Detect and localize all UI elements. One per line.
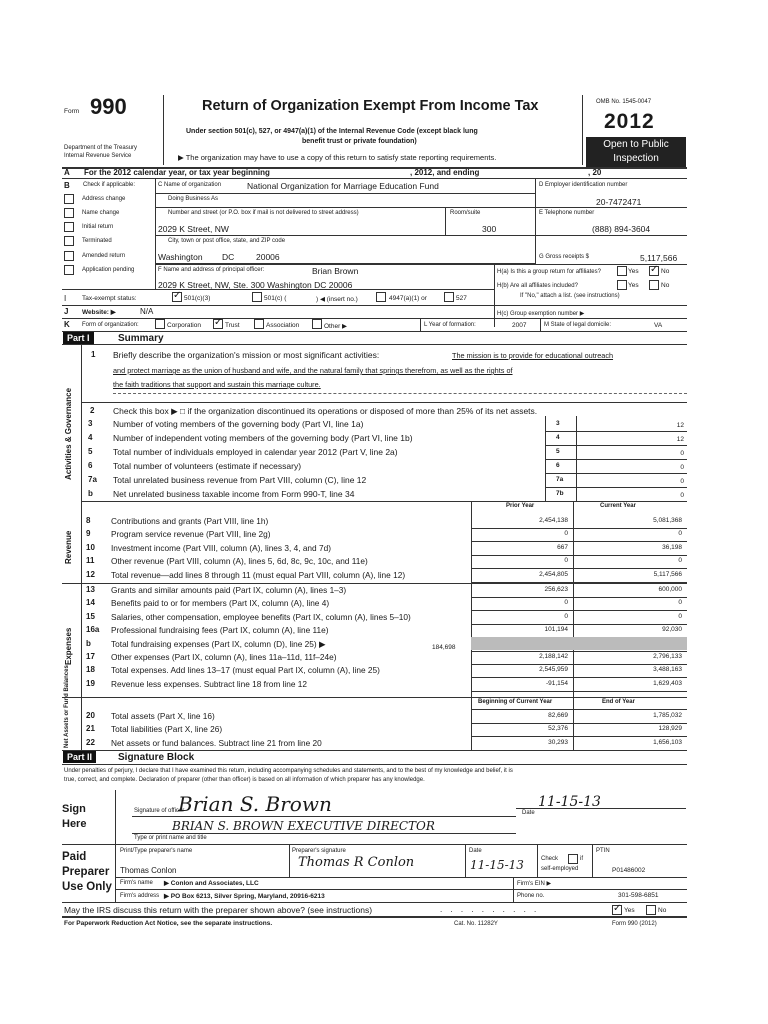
terminated-checkbox[interactable]: [64, 236, 74, 246]
form-subtitle-1: Under section 501(c), 527, or 4947(a)(1) of the Internal Revenue Code (except black lung: [186, 128, 478, 135]
trust-label: Trust: [225, 322, 240, 329]
part1-title: Summary: [118, 333, 164, 344]
side-activities-governance: Activities & Governance: [64, 387, 73, 480]
corporation-checkbox[interactable]: [155, 319, 165, 329]
fin-line-num: 14: [86, 598, 95, 607]
current-year-value: 1,656,103: [653, 739, 682, 746]
prior-year-value: 0: [564, 530, 568, 537]
dba-label: Doing Business As: [168, 196, 219, 202]
discuss-yes-checkbox[interactable]: [612, 905, 622, 915]
prior-year-value: 82,669: [548, 712, 568, 719]
discuss-yes-label: Yes: [624, 907, 635, 914]
fin-line-num: 16a: [86, 625, 100, 634]
irs-label: Internal Revenue Service: [64, 153, 132, 159]
ha-yes-label: Yes: [628, 268, 639, 275]
prior-year-value: 0: [564, 599, 568, 606]
gov-line-text: Number of independent voting members of the governing body (Part VI, line 1b): [113, 433, 413, 443]
gov-line-box: 4: [556, 434, 560, 441]
fin-line-text: Program service revenue (Part VIII, line 2g): [111, 529, 271, 539]
ein-label: D Employer identification number: [539, 182, 628, 188]
line-a-label: A: [64, 168, 70, 177]
prior-year-value: 667: [557, 544, 568, 551]
4947-label: 4947(a)(1) or: [389, 295, 427, 302]
printed-name-title: BRIAN S. BROWN EXECUTIVE DIRECTOR: [172, 819, 435, 833]
fin-line-text: Total expenses. Add lines 13–17 (must equal Part IX, column (A), line 25): [111, 665, 380, 675]
current-year-value: 0: [678, 557, 682, 564]
website-label: Website: ▶: [82, 309, 116, 316]
preparer-label: Preparer: [62, 866, 110, 878]
org-name-label: C Name of organization: [158, 182, 222, 188]
open-public: Open to Public: [603, 139, 669, 150]
current-year-value: 5,081,368: [653, 517, 682, 524]
prior-year-value: 2,545,959: [539, 666, 568, 673]
dept-treasury: Department of the Treasury: [64, 145, 138, 151]
gov-line-value: 0: [680, 492, 684, 499]
hb-note: If "No," attach a list. (see instructions): [520, 293, 620, 299]
fin-line-text: Revenue less expenses. Subtract line 18 from line 12: [111, 679, 308, 689]
gov-line-value: 0: [680, 464, 684, 471]
initial-return-label: Initial return: [82, 224, 114, 230]
line-j-label: J: [64, 307, 69, 316]
prior-year-value: 2,454,805: [539, 571, 568, 578]
use-only-label: Use Only: [62, 881, 112, 893]
gov-line-num: 4: [88, 433, 93, 442]
org-name: National Organization for Marriage Education Fund: [247, 181, 439, 191]
name-change-checkbox[interactable]: [64, 208, 74, 218]
mission-line-1: The mission is to provide for educational outreach: [452, 351, 614, 360]
preparer-name: Thomas Conlon: [120, 866, 177, 875]
perjury-line-1: Under penalties of perjury, I declare that I have examined this return, including accompanying schedules and statements, and to the best of my knowledge and belief, it is: [64, 768, 513, 774]
hb-yes-checkbox[interactable]: [617, 280, 627, 290]
fin-line-num: 12: [86, 570, 95, 579]
current-year-value: 0: [678, 613, 682, 620]
preparer-date: 11-15-13: [470, 858, 524, 872]
527-label: 527: [456, 295, 467, 302]
fin-line-text: Net assets or fund balances. Subtract line 21 from line 20: [111, 738, 322, 748]
name-change-label: Name change: [82, 210, 120, 216]
fin-line-text: Benefits paid to or for members (Part IX, column (A), line 4): [111, 598, 330, 608]
line-a-text: For the 2012 calendar year, or tax year beginning: [84, 168, 270, 177]
city: Washington: [158, 252, 203, 262]
fin-line-num: 8: [86, 516, 91, 525]
state: DC: [222, 252, 235, 262]
perjury-line-2: true, correct, and complete. Declaration of preparer (other than officer) is based on all information of which preparer has any knowledge.: [64, 777, 425, 783]
gov-line-num: b: [88, 489, 93, 498]
gov-line-value: 0: [680, 450, 684, 457]
gov-line-text: Total number of individuals employed in calendar year 2012 (Part V, line 2a): [113, 447, 398, 457]
application-pending-label: Application pending: [82, 267, 135, 273]
ha-no-label: No: [661, 268, 670, 275]
firm-ein-label: Firm's EIN ▶: [517, 881, 552, 887]
street-label: Number and street (or P.O. box if mail is not delivered to street address): [168, 210, 359, 216]
form-number: 990: [90, 94, 127, 119]
domicile: VA: [654, 322, 663, 329]
line-a-end: , 20: [588, 168, 602, 177]
gov-line-text: Number of voting members of the governing body (Part VI, line 1a): [113, 419, 364, 429]
line16b-shaded: [471, 637, 687, 650]
501c-label: 501(c) (: [264, 295, 287, 302]
association-checkbox[interactable]: [254, 319, 264, 329]
fin-line-num: 10: [86, 543, 95, 552]
omb-number: OMB No. 1545-0047: [596, 99, 652, 105]
tax-year: 2012: [604, 110, 655, 133]
reporting-notice: ▶ The organization may have to use a copy of this return to satisfy state reporting requirements.: [178, 153, 497, 162]
gov-line-text: Net unrelated business taxable income from Form 990-T, line 34: [113, 489, 355, 499]
paperwork-notice: For Paperwork Reduction Act Notice, see the separate instructions.: [64, 920, 273, 927]
501c-checkbox[interactable]: [252, 292, 262, 302]
fin-line-num: 13: [86, 585, 95, 594]
current-year-header: Current Year: [600, 503, 636, 509]
year-formation-label: L Year of formation:: [424, 322, 476, 328]
if-label: if: [580, 856, 583, 862]
current-year-value: 2,796,133: [653, 653, 682, 660]
gov-line-num: 5: [88, 447, 93, 456]
form-of-org-label: Form of organization:: [82, 322, 139, 328]
inspection: Inspection: [613, 153, 659, 164]
prior-year-value: 101,194: [544, 626, 568, 633]
hb-no-checkbox[interactable]: [649, 280, 659, 290]
check-label: Check: [541, 856, 559, 862]
fin-line-num: 11: [86, 556, 95, 565]
part1-label: Part I: [63, 332, 94, 344]
gov-line-box: 6: [556, 462, 560, 469]
fin-line-text: Total revenue—add lines 8 through 11 (must equal Part VIII, column (A), line 12): [111, 570, 406, 580]
discuss-leader: . . . . . . . . . .: [440, 905, 540, 914]
address-change-checkbox[interactable]: [64, 194, 74, 204]
fin-line-text: Total assets (Part X, line 16): [111, 711, 215, 721]
prior-year-value: 2,454,138: [539, 517, 568, 524]
type-name-label: Type or print name and title: [134, 835, 207, 841]
website: N/A: [140, 307, 154, 316]
501c3-label: 501(c)(3): [184, 295, 211, 302]
mission-line-3: the faith traditions that support and sustain this marriage culture.: [113, 380, 321, 389]
telephone-label: E Telephone number: [539, 210, 595, 216]
firm-name: ▶ Conlon and Associates, LLC: [164, 880, 259, 887]
fin-line-num: 17: [86, 652, 95, 661]
fin-line-text: Contributions and grants (Part VIII, line 1h): [111, 516, 269, 526]
gross-receipts-label: G Gross receipts $: [539, 254, 590, 260]
form-word: Form: [64, 108, 80, 115]
form-footer: Form 990 (2012): [612, 921, 657, 927]
part2-label: Part II: [63, 751, 96, 763]
sign-date: 11-15-13: [538, 794, 601, 810]
discuss-no-checkbox[interactable]: [646, 905, 656, 915]
street-address: 2029 K Street, NW: [158, 224, 229, 234]
hb-yes-label: Yes: [628, 282, 639, 289]
signature-label: Signature of officer: [134, 808, 185, 814]
current-year-value: 0: [678, 530, 682, 537]
gov-line-box: 5: [556, 448, 560, 455]
gov-line-value: 12: [676, 422, 684, 429]
prior-year-value: 256,623: [544, 586, 568, 593]
self-employed-checkbox[interactable]: [568, 854, 578, 864]
prior-year-value: 52,376: [548, 725, 568, 732]
fin-line-text: Total liabilities (Part X, line 26): [111, 724, 223, 734]
officer-signature: Brian S. Brown: [178, 792, 332, 816]
year-formation: 2007: [512, 322, 527, 329]
fin-line-num: b: [86, 639, 91, 648]
ptin: P01486002: [612, 867, 646, 874]
prior-year-value: 30,293: [548, 739, 568, 746]
ptin-label: PTIN: [596, 848, 610, 854]
gov-line-value: 12: [676, 436, 684, 443]
amended-return-label: Amended return: [82, 253, 126, 259]
line-a-mid: , 2012, and ending: [410, 168, 480, 177]
form-subtitle-2: benefit trust or private foundation): [302, 138, 417, 145]
preparer-signature: Thomas R Conlon: [298, 855, 415, 870]
application-pending-checkbox[interactable]: [64, 265, 74, 275]
sign-label: Sign: [62, 803, 86, 815]
end-year-header: End of Year: [602, 699, 635, 705]
gov-line-num: 6: [88, 461, 93, 470]
side-revenue: Revenue: [64, 530, 73, 564]
ha-yes-checkbox[interactable]: [617, 266, 627, 276]
cat-number: Cat. No. 11282Y: [454, 921, 498, 927]
fin-line-text: Investment income (Part VIII, column (A), lines 3, 4, and 7d): [111, 543, 331, 553]
other-label: Other ▶: [324, 323, 348, 330]
public-inspection-badge: [586, 137, 686, 167]
fin-line-num: 9: [86, 529, 91, 538]
telephone: (888) 894-3604: [592, 224, 651, 234]
gov-line-box: 7a: [556, 476, 564, 483]
fin-line-text: Other revenue (Part VIII, column (A), lines 5, 6d, 8c, 9c, 10c, and 11e): [111, 556, 368, 566]
zip: 20006: [256, 252, 280, 262]
fin-line-text: Total fundraising expenses (Part IX, column (D), line 25) ▶: [111, 639, 326, 649]
ein: 20-7472471: [596, 197, 642, 207]
fin-line-num: 15: [86, 612, 95, 621]
current-year-value: 5,117,566: [653, 571, 682, 578]
current-year-value: 600,000: [658, 586, 682, 593]
fin-line-text: Other expenses (Part IX, column (A), lines 11a–11d, 11f–24e): [111, 652, 337, 662]
corporation-label: Corporation: [167, 322, 201, 329]
tax-exempt-label: Tax-exempt status:: [82, 295, 137, 302]
side-expenses: Expenses: [64, 627, 73, 665]
officer-label: F Name and address of principal officer:: [158, 267, 265, 273]
self-employed-label: self-employed: [541, 866, 579, 872]
hb-question: H(b) Are all affiliates included?: [497, 283, 578, 289]
prior-year-header: Prior Year: [506, 503, 535, 509]
preparer-name-label: Print/Type preparer's name: [120, 848, 193, 854]
part2-title: Signature Block: [118, 752, 195, 763]
firm-phone-label: Phone no.: [517, 893, 545, 899]
check-if-applicable: Check if applicable:: [83, 182, 136, 188]
initial-return-checkbox[interactable]: [64, 222, 74, 232]
irs-discuss-question: May the IRS discuss this return with the preparer shown above? (see instructions): [64, 905, 373, 915]
current-year-value: 128,929: [658, 725, 682, 732]
line2-text: Check this box ▶ □ if the organization discontinued its operations or disposed of more than 25% of its net assets.: [113, 406, 538, 416]
prior-year-value: 2,188,142: [539, 653, 568, 660]
current-year-value: 1,629,403: [653, 680, 682, 687]
prior-year-value: -91,154: [545, 680, 568, 687]
gross-receipts: 5,117,566: [640, 253, 678, 263]
insert-no-label: ) ◀ (insert no.): [316, 296, 358, 303]
fin-line-text: Salaries, other compensation, employee benefits (Part IX, column (A), lines 5–10): [111, 612, 411, 622]
line2-num: 2: [90, 406, 95, 415]
4947-checkbox[interactable]: [376, 292, 386, 302]
current-year-value: 92,030: [662, 626, 682, 633]
group-exemption-label: H(c) Group exemption number ▶: [497, 311, 585, 317]
gov-line-text: Total unrelated business revenue from Part VIII, column (C), line 12: [113, 475, 367, 485]
address-change-label: Address change: [82, 196, 126, 202]
association-label: Association: [266, 322, 300, 329]
current-year-value: 3,488,163: [653, 666, 682, 673]
firm-address-label: Firm's address: [120, 893, 160, 899]
prior-year-value: 0: [564, 613, 568, 620]
gov-line-value: 0: [680, 478, 684, 485]
room-suite: 300: [482, 224, 497, 234]
discuss-no-label: No: [658, 907, 667, 914]
hb-no-label: No: [661, 282, 670, 289]
501c3-checkbox[interactable]: [172, 292, 182, 302]
gov-line-num: 3: [88, 419, 93, 428]
prior-year-value: 0: [564, 557, 568, 564]
line16b-amount: 184,698: [432, 644, 456, 651]
fin-line-num: 20: [86, 711, 95, 720]
preparer-date-label: Date: [469, 848, 482, 854]
527-checkbox[interactable]: [444, 292, 454, 302]
line1-text: Briefly describe the organization's mission or most significant activities:: [113, 350, 380, 360]
fin-line-text: Professional fundraising fees (Part IX, column (A), line 11e): [111, 625, 329, 635]
here-label: Here: [62, 818, 87, 830]
firm-name-label: Firm's name: [120, 880, 153, 886]
room-label: Room/suite: [450, 210, 481, 216]
fin-line-num: 19: [86, 679, 95, 688]
fin-line-num: 18: [86, 665, 95, 674]
side-net-assets: Net Assets or Fund Balances: [64, 665, 70, 748]
line-i-label: I: [64, 294, 67, 303]
current-year-value: 0: [678, 599, 682, 606]
firm-address: ▶ PO Box 6213, Silver Spring, Maryland, 20916-6213: [164, 893, 325, 900]
line-k-label: K: [64, 320, 70, 329]
ha-question: H(a) Is this a group return for affiliates?: [497, 269, 601, 275]
officer-address: 2029 K Street, NW, Ste. 300 Washington DC 20006: [158, 280, 353, 290]
other-checkbox[interactable]: [312, 319, 322, 329]
domicile-label: M State of legal domicile:: [544, 322, 612, 328]
ha-no-checkbox[interactable]: [649, 266, 659, 276]
beginning-year-header: Beginning of Current Year: [478, 699, 553, 705]
firm-phone: 301-598-6851: [618, 892, 659, 899]
gov-line-box: 7b: [556, 490, 564, 497]
gov-line-text: Total number of volunteers (estimate if necessary): [113, 461, 302, 471]
form-title: Return of Organization Exempt From Income Tax: [202, 98, 539, 114]
current-year-value: 36,198: [662, 544, 682, 551]
mission-line-2: and protect marriage as the union of husband and wife, and the natural family that springs therefrom, as well as the rights of: [113, 366, 513, 375]
line-b-label: B: [64, 181, 70, 190]
fin-line-num: 21: [86, 724, 95, 733]
amended-return-checkbox[interactable]: [64, 251, 74, 261]
preparer-signature-label: Preparer's signature: [292, 848, 346, 854]
trust-checkbox[interactable]: [213, 319, 223, 329]
fin-line-num: 22: [86, 738, 95, 747]
sign-date-label: Date: [522, 810, 535, 816]
paid-label: Paid: [62, 851, 87, 863]
gov-line-num: 7a: [88, 475, 97, 484]
terminated-label: Terminated: [82, 238, 112, 244]
city-label: City, town or post office, state, and ZIP code: [168, 238, 286, 244]
line1-num: 1: [91, 350, 96, 359]
current-year-value: 1,785,032: [653, 712, 682, 719]
officer-name: Brian Brown: [312, 266, 359, 276]
fin-line-text: Grants and similar amounts paid (Part IX, column (A), lines 1–3): [111, 585, 347, 595]
gov-line-box: 3: [556, 420, 560, 427]
